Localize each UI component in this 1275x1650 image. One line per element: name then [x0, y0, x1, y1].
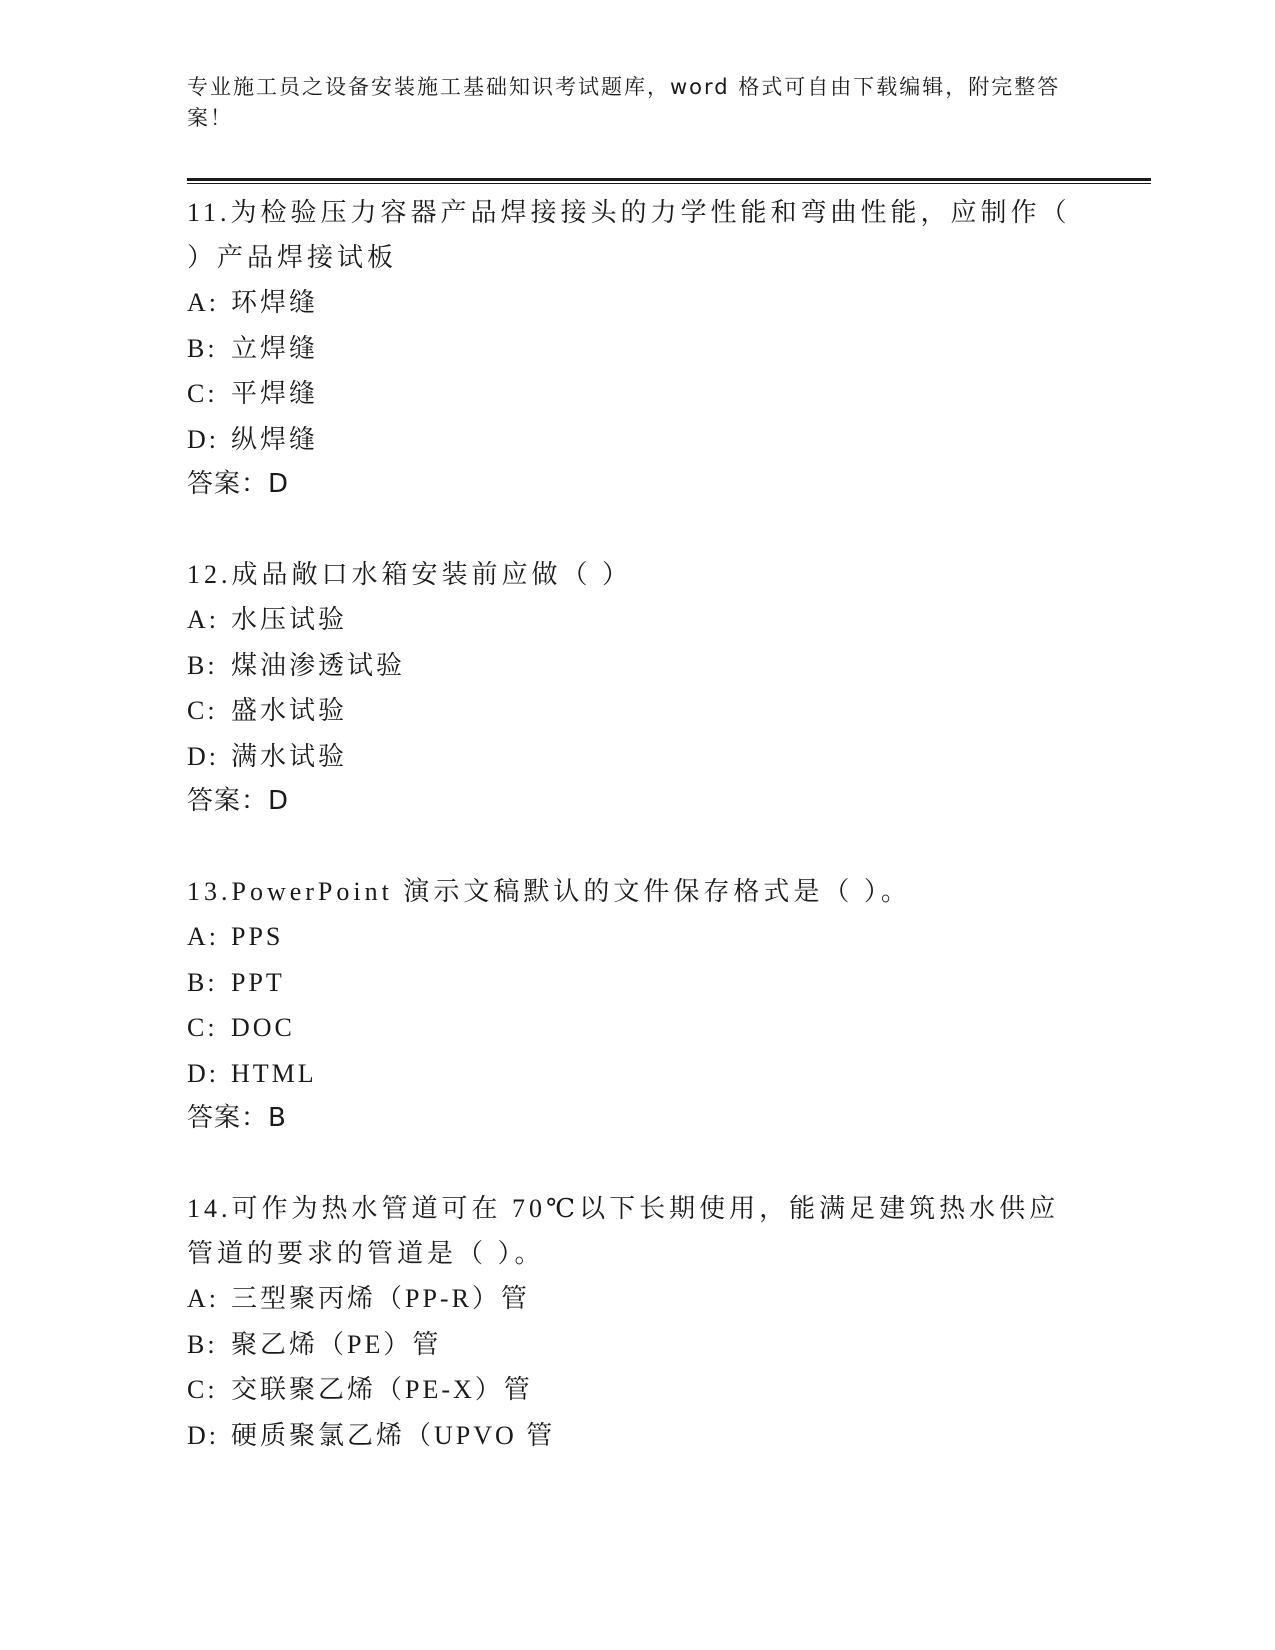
header-divider-thin [187, 183, 1151, 184]
option-text: PPT [231, 967, 285, 997]
option-a [187, 1276, 1087, 1322]
answer-line: 答案：B [187, 1103, 287, 1133]
option-text: 环焊缝 [231, 288, 319, 317]
option-c [187, 371, 1087, 417]
option-text: 满水试验 [231, 741, 348, 771]
option-letter: B: [187, 1329, 218, 1359]
question-12 [187, 552, 1087, 824]
answer-line: 答案：D [187, 469, 290, 499]
option-letter: C: [187, 1013, 218, 1042]
option-b [187, 1322, 1087, 1368]
option-text: 硬质聚氯乙烯（UPVO 管 [231, 1420, 556, 1450]
option-letter: D: [187, 1420, 219, 1450]
option-text: PPS [231, 922, 284, 951]
option-letter: C: [187, 696, 218, 725]
option-text: 交联聚乙烯（PE-X）管 [231, 1375, 533, 1404]
question-list [187, 190, 1087, 1503]
option-letter: A: [187, 605, 219, 634]
option-b [187, 643, 1087, 689]
option-letter: B: [187, 650, 218, 680]
question-13 [187, 869, 1087, 1141]
option-letter: A: [187, 922, 219, 951]
option-text: 聚乙烯（PE）管 [231, 1329, 442, 1359]
question-stem: 14.可作为热水管道可在 70℃以下长期使用，能满足建筑热水供应管道的要求的管道是（ ）。 [187, 1194, 1060, 1268]
option-letter: C: [187, 379, 218, 408]
option-a [187, 597, 1087, 643]
option-letter: C: [187, 1375, 218, 1404]
option-a [187, 914, 1087, 960]
option-text: 水压试验 [231, 605, 348, 634]
option-letter: B: [187, 333, 218, 363]
option-letter: D: [187, 424, 219, 454]
option-b [187, 326, 1087, 372]
option-d [187, 417, 1087, 463]
header-divider-thick [187, 178, 1151, 181]
answer-line: 答案：D [187, 786, 290, 816]
option-d [187, 734, 1087, 780]
option-letter: A: [187, 1284, 219, 1313]
option-letter: B: [187, 967, 218, 997]
option-d [187, 1051, 1087, 1097]
option-b [187, 960, 1087, 1006]
option-c [187, 1367, 1087, 1413]
header-note: 专业施工员之设备安装施工基础知识考试题库，word 格式可自由下载编辑，附完整答案！ [187, 75, 1061, 130]
question-stem: 12.成品敞口水箱安装前应做（ ） [187, 560, 633, 589]
option-text: 盛水试验 [231, 696, 348, 725]
option-c [187, 1005, 1087, 1051]
option-text: 纵焊缝 [231, 424, 319, 454]
option-a [187, 280, 1087, 326]
option-letter: A: [187, 288, 219, 317]
question-stem: 13.PowerPoint 演示文稿默认的文件保存格式是（ ）。 [187, 877, 911, 906]
option-letter: D: [187, 741, 219, 771]
option-c [187, 688, 1087, 734]
option-text: 平焊缝 [231, 379, 319, 408]
question-stem: 11.为检验压力容器产品焊接接头的力学性能和弯曲性能，应制作（ ）产品焊接试板 [187, 198, 1071, 272]
question-11 [187, 190, 1087, 507]
option-text: DOC [231, 1013, 295, 1042]
option-letter: D: [187, 1058, 219, 1088]
option-text: 三型聚丙烯（PP-R）管 [231, 1284, 530, 1313]
option-text: 立焊缝 [231, 333, 319, 363]
option-text: 煤油渗透试验 [231, 650, 406, 680]
option-text: HTML [231, 1058, 317, 1088]
question-14 [187, 1186, 1087, 1458]
option-d [187, 1413, 1087, 1459]
